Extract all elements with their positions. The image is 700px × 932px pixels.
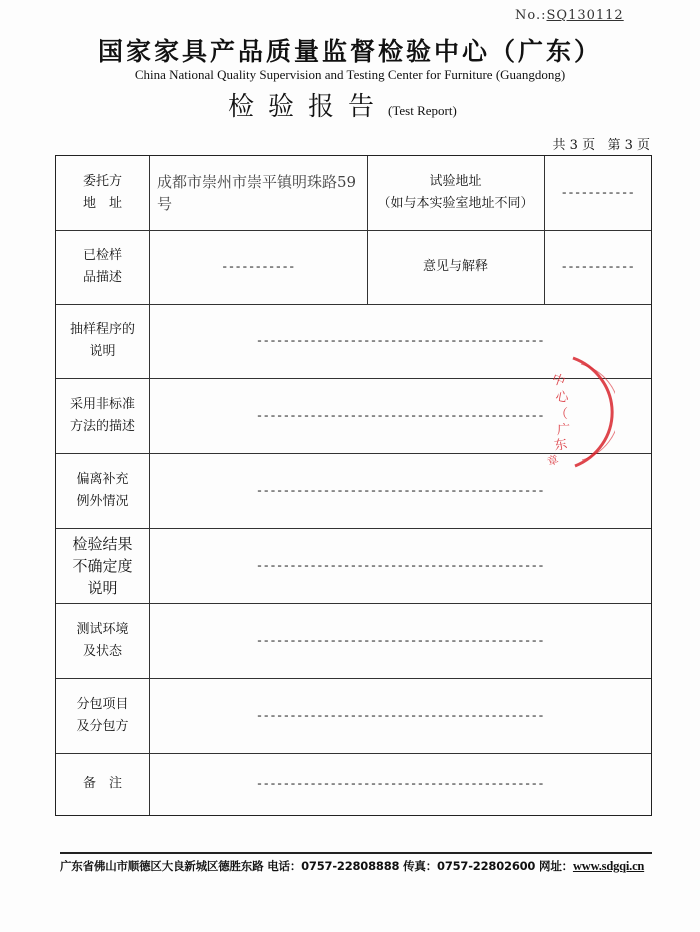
test-environment-value: ------------------------------------------- bbox=[255, 633, 545, 648]
svg-text:（: （ bbox=[555, 407, 569, 422]
deviation-exceptions-label: 偏离补充 例外情况 bbox=[76, 471, 129, 509]
document-title-en: (Test Report) bbox=[388, 103, 457, 118]
footer-rule bbox=[60, 852, 652, 854]
uncertainty-label: 检验结果 不确定度 说明 bbox=[72, 534, 133, 597]
sampling-procedure-value: ------------------------------------------- bbox=[255, 334, 545, 348]
svg-text:东: 东 bbox=[553, 436, 569, 454]
sample-description-label: 已检样 品描述 bbox=[82, 248, 122, 285]
footer-contact bbox=[60, 858, 660, 874]
footer-address: 广东省佛山市顺德区大良新城区德胜东路 bbox=[60, 859, 264, 873]
document-title bbox=[228, 86, 548, 123]
sample-description-value: ----------- bbox=[221, 260, 295, 274]
nonstandard-method-label: 采用非标准 方法的描述 bbox=[69, 396, 135, 434]
svg-text:中: 中 bbox=[549, 371, 567, 391]
test-environment-label: 测试环境 及状态 bbox=[76, 621, 129, 659]
organization-name-cn: 国家家具产品质量监督检验中心（广东） bbox=[97, 37, 602, 66]
opinion-label: 意见与解释 bbox=[422, 259, 488, 274]
footer-phone: 电话：0757-22808888 bbox=[267, 859, 400, 873]
report-table bbox=[55, 155, 652, 816]
remarks-label: 备 注 bbox=[82, 776, 122, 791]
report-number bbox=[515, 8, 645, 23]
page-count: 共 3 页 第 3 页 bbox=[552, 138, 650, 153]
document-title-cn: 检验报告 bbox=[228, 92, 389, 122]
client-address-value: 成都市崇州市崇平镇明珠路59号 bbox=[157, 173, 357, 213]
svg-text:章: 章 bbox=[545, 452, 561, 469]
official-seal bbox=[535, 352, 615, 472]
subcontract-label: 分包项目 及分包方 bbox=[76, 696, 129, 734]
nonstandard-method-value: ------------------------------------------- bbox=[255, 408, 545, 423]
svg-text:心: 心 bbox=[554, 389, 570, 407]
remarks-value: ------------------------------------------- bbox=[255, 777, 545, 791]
report-number-label: No.: bbox=[515, 8, 547, 23]
opinion-value: ----------- bbox=[560, 260, 635, 274]
report-number-value: SQ130112 bbox=[546, 8, 624, 23]
footer-web-label: 网址： bbox=[539, 859, 573, 873]
uncertainty-value: ------------------------------------------- bbox=[255, 558, 545, 573]
test-site-label: 试验地址 （如与本实验室地址不同） bbox=[377, 174, 534, 211]
organization-name-en: China National Quality Supervision and Testing Center for Furniture (Guangdong) bbox=[134, 67, 566, 82]
deviation-exceptions-value: ------------------------------------------- bbox=[255, 483, 545, 498]
footer-website-link[interactable]: www.sdgqi.cn bbox=[572, 859, 645, 873]
subcontract-value: ------------------------------------------- bbox=[255, 708, 545, 723]
test-site-value: ----------- bbox=[560, 186, 635, 200]
client-address-label: 委托方 地 址 bbox=[82, 174, 122, 211]
footer-fax: 传真：0757-22802600 bbox=[403, 859, 536, 873]
sampling-procedure-label: 抽样程序的 说明 bbox=[69, 322, 135, 359]
svg-text:广: 广 bbox=[557, 423, 571, 438]
